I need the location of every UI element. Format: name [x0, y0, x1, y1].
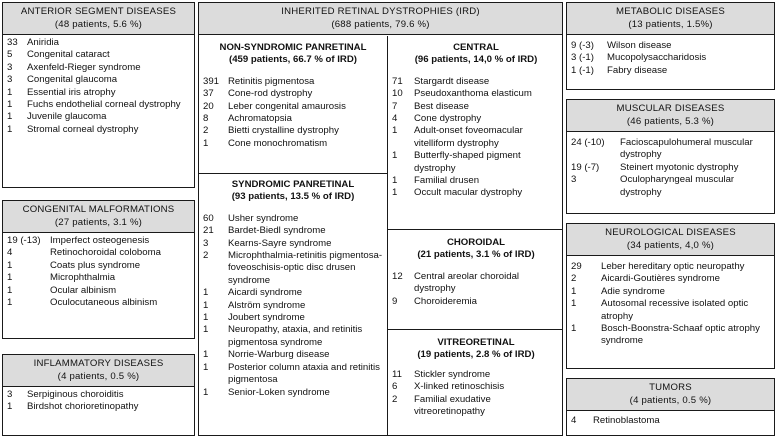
patient-count: 1	[203, 361, 209, 373]
disease-name: Imperfect osteogenesis	[50, 235, 150, 246]
list-item	[7, 74, 190, 86]
list-item	[571, 286, 770, 298]
disease-name: Norrie-Warburg disease	[228, 349, 330, 361]
disease-name: Fuchs endothelial corneal dystrophy	[27, 99, 181, 111]
list-item	[203, 287, 383, 299]
patient-count: 7	[392, 100, 398, 112]
disease-name: Essential iris atrophy	[27, 86, 116, 98]
list-item	[571, 65, 770, 77]
patient-count: 1	[7, 401, 13, 413]
list-item	[203, 349, 383, 361]
disease-name: Steinert myotonic dystrophy	[620, 161, 739, 173]
list-item	[7, 272, 190, 284]
ird-count: (688 patients, 79.6 %)	[331, 18, 430, 30]
disease-name: Facioscapulohumeral muscular dystrophy	[620, 137, 753, 161]
patient-count: 4	[7, 247, 13, 259]
patient-count: 1	[203, 324, 209, 336]
list-item	[203, 238, 383, 250]
disease-name: Aicardi syndrome	[228, 287, 303, 299]
patient-count: 37	[203, 88, 214, 100]
disease-name: Familial drusen	[414, 175, 480, 187]
disease-name: Axenfeld-Rieger syndrome	[27, 61, 141, 73]
disease-name: Microphthalmia	[50, 272, 116, 284]
syndromic-header	[199, 174, 387, 204]
patient-count: 1	[392, 187, 398, 199]
patient-count: 1	[7, 259, 13, 271]
disease-name: Stickler syndrome	[414, 368, 491, 380]
nonsyndromic-list	[199, 67, 387, 150]
nonsyndromic-header	[199, 36, 387, 67]
tumors-box	[566, 378, 775, 436]
patient-count: 1	[7, 99, 13, 111]
anterior-segment-title: ANTERIOR SEGMENT DISEASES	[20, 6, 177, 17]
list-item	[203, 213, 383, 225]
anterior-segment-count: (48 patients, 5.6 %)	[54, 18, 143, 30]
neurological-list	[567, 256, 774, 348]
disease-name: Autosomal recessive isolated optic atrophy	[601, 298, 749, 322]
list-item	[571, 174, 770, 199]
list-item	[392, 369, 560, 381]
patient-count: 1	[203, 312, 209, 324]
patient-count: 391	[203, 75, 220, 87]
disease-name: Cone dystrophy	[414, 113, 482, 125]
patient-count: 2	[571, 273, 577, 285]
patient-count: 3	[7, 61, 13, 73]
patient-count: 11	[392, 368, 402, 380]
choroidal-header	[388, 230, 563, 262]
patient-count: 33	[7, 37, 18, 48]
disease-name: Bietti crystalline dystrophy	[228, 125, 339, 137]
patient-count: 8	[203, 113, 209, 125]
metabolic-list	[567, 35, 774, 77]
disease-name: Congenital glaucoma	[27, 74, 118, 86]
list-item	[392, 394, 560, 419]
patient-count: 1 (-1)	[571, 64, 594, 76]
patient-count: 1	[571, 323, 577, 335]
list-item	[392, 381, 560, 393]
disease-name: Bardet-Biedl syndrome	[228, 225, 326, 237]
patient-count: 1	[203, 137, 209, 149]
patient-count: 4	[392, 113, 398, 125]
anterior-segment-header	[3, 3, 194, 35]
disease-name: Retinoblastoma	[593, 415, 660, 426]
disease-name: Serpiginous choroiditis	[27, 389, 124, 400]
list-item	[7, 62, 190, 74]
patient-count: 19 (-7)	[571, 161, 600, 173]
patient-count: 1	[7, 297, 13, 309]
vitreoretinal-count: (19 patients, 2.8 % of IRD)	[417, 349, 535, 361]
list-item	[571, 162, 770, 174]
list-item	[7, 37, 190, 49]
disease-name: Central areolar choroidal dystrophy	[414, 270, 520, 295]
patient-count: 5	[7, 49, 13, 61]
neurological-box	[566, 223, 775, 369]
patient-count: 3	[571, 174, 577, 186]
list-item	[203, 312, 383, 324]
tumors-count: (4 patients, 0.5 %)	[629, 394, 712, 406]
list-item	[7, 297, 190, 309]
central-title: CENTRAL	[453, 42, 499, 53]
syndromic-title: SYNDROMIC PANRETINAL	[231, 179, 355, 190]
tumors-list	[567, 411, 774, 427]
patient-count: 1	[7, 86, 13, 98]
disease-name: Oculocutaneous albinism	[50, 297, 158, 309]
muscular-box	[566, 99, 775, 214]
inflammatory-count: (4 patients, 0.5 %)	[57, 370, 140, 382]
disease-name: Choroideremia	[414, 295, 477, 307]
patient-count: 10	[392, 88, 403, 100]
list-item	[203, 362, 383, 387]
choroidal-title: CHOROIDAL	[446, 237, 506, 248]
list-item	[392, 125, 560, 150]
list-item	[203, 101, 383, 113]
tumors-header	[567, 379, 774, 411]
list-item	[7, 235, 190, 247]
central-count: (96 patients, 14,0 % of IRD)	[414, 54, 538, 66]
disease-name: Adie syndrome	[601, 285, 665, 297]
patient-count: 2	[203, 250, 209, 262]
syndromic-list	[199, 204, 387, 399]
list-item	[203, 125, 383, 137]
disease-name: Adult-onset foveomacular vitelliform dystrophy	[414, 125, 523, 149]
list-item	[392, 296, 560, 308]
patient-count: 1	[7, 111, 13, 123]
disease-name: Bosch-Boonstra-Schaaf optic atrophy syndrome	[601, 323, 760, 347]
patient-count: 1	[203, 386, 209, 398]
metabolic-box	[566, 2, 775, 90]
patient-count: 19 (-13)	[7, 235, 41, 246]
metabolic-title: METABOLIC DISEASES	[616, 6, 725, 17]
list-item	[7, 285, 190, 297]
patient-count: 3	[7, 389, 13, 400]
vitreoretinal-title: VITREORETINAL	[437, 337, 515, 348]
disease-name: Mucopolysaccharidosis	[607, 52, 707, 64]
choroidal-list	[388, 262, 563, 308]
disease-name: Retinochoroidal coloboma	[50, 247, 161, 259]
patient-count: 60	[203, 212, 214, 224]
disease-name: Alström syndrome	[228, 299, 306, 311]
metabolic-count: (13 patients, 1.5%)	[628, 18, 713, 30]
muscular-count: (46 patients, 5.3 %)	[626, 115, 715, 127]
disease-name: Aniridia	[27, 37, 59, 48]
list-item	[203, 300, 383, 312]
list-item	[203, 225, 383, 237]
patient-count: 12	[392, 270, 403, 282]
list-item	[7, 247, 190, 259]
patient-count: 24 (-10)	[571, 137, 605, 148]
disease-name: Congenital cataract	[27, 49, 110, 61]
nonsyndromic-count: (459 patients, 66.7 % of IRD)	[229, 54, 357, 66]
inflammatory-list	[3, 387, 194, 414]
patient-count: 1	[392, 150, 398, 162]
list-item	[7, 124, 190, 136]
anterior-segment-box	[2, 2, 195, 188]
list-item	[392, 101, 560, 113]
list-item	[203, 138, 383, 150]
disease-name: Pseudoxanthoma elasticum	[414, 88, 532, 100]
list-item	[7, 111, 190, 123]
patient-count: 1	[571, 298, 577, 310]
neurological-count: (34 patients, 4,0 %)	[626, 239, 715, 251]
patient-count: 1	[392, 175, 398, 187]
congenital-malformations-box	[2, 200, 195, 339]
disease-name: Posterior column ataxia and retinitis pigmentosa	[228, 361, 380, 386]
disease-name: Occult macular dystrophy	[414, 187, 523, 199]
disease-name: Stargardt disease	[414, 75, 490, 87]
patient-count: 1	[203, 299, 209, 311]
disease-name: Ocular albinism	[50, 284, 117, 296]
list-item	[571, 415, 770, 427]
patient-count: 4	[571, 415, 577, 426]
disease-name: Achromatopsia	[228, 113, 292, 125]
disease-name: Butterfly-shaped pigment dystrophy	[414, 150, 521, 174]
neurological-header	[567, 224, 774, 256]
list-item	[571, 40, 770, 52]
list-item	[392, 113, 560, 125]
patient-count: 1	[7, 284, 13, 296]
patient-count: 3 (-1)	[571, 52, 594, 64]
patient-count: 3	[203, 237, 209, 249]
disease-name: Joubert syndrome	[228, 312, 305, 324]
disease-name: Cone monochromatism	[228, 137, 328, 149]
neurological-title: NEUROLOGICAL DISEASES	[605, 227, 736, 238]
disease-name: Leber congenital amaurosis	[228, 100, 346, 112]
patient-count: 9 (-3)	[571, 40, 594, 51]
choroidal-section	[388, 230, 563, 308]
list-item	[203, 324, 383, 349]
list-item	[7, 87, 190, 99]
congenital-malformations-count: (27 patients, 3.1 %)	[54, 216, 143, 228]
disease-name: Birdshot chorioretinopathy	[27, 401, 139, 413]
patient-count: 6	[392, 381, 398, 393]
disease-name: Wilson disease	[607, 40, 672, 51]
syndromic-count: (93 patients, 13.5 % of IRD)	[231, 191, 355, 203]
vitreoretinal-section	[388, 330, 563, 418]
disease-name: Microphthalmia-retinitis pigmentosa-foveoschisis-optic disc drusen syndrome	[228, 250, 383, 286]
patient-count: 71	[392, 75, 403, 87]
list-item	[7, 49, 190, 61]
disease-name: Usher syndrome	[228, 212, 299, 224]
patient-count: 1	[392, 125, 398, 137]
inflammatory-header	[3, 355, 194, 387]
list-item	[7, 401, 190, 413]
disease-name: Juvenile glaucoma	[27, 111, 107, 123]
choroidal-count: (21 patients, 3.1 % of IRD)	[417, 249, 535, 261]
ird-header	[199, 3, 562, 35]
list-item	[7, 260, 190, 272]
patient-count: 20	[203, 100, 214, 112]
list-item	[392, 150, 560, 175]
disease-name: Oculopharyngeal muscular dystrophy	[620, 174, 735, 198]
list-item	[571, 52, 770, 64]
list-item	[203, 113, 383, 125]
disease-name: Coats plus syndrome	[50, 259, 141, 271]
central-header	[388, 36, 563, 67]
congenital-malformations-header	[3, 201, 194, 233]
disease-name: Kearns-Sayre syndrome	[228, 237, 332, 249]
patient-count: 1	[203, 287, 209, 299]
disease-name: Aicardi-Goutières syndrome	[601, 273, 720, 285]
disease-name: Best disease	[414, 100, 469, 112]
disease-name: Familial exudative vitreoretinopathy	[414, 393, 491, 418]
congenital-malformations-list	[3, 233, 194, 309]
tumors-title: TUMORS	[649, 382, 692, 393]
syndromic-section	[199, 174, 387, 399]
list-item	[203, 76, 383, 88]
disease-name: Neuropathy, ataxia, and retinitis pigmentosa syndrome	[228, 324, 363, 348]
disease-name: Fabry disease	[607, 64, 668, 76]
patient-count: 1	[571, 285, 577, 297]
list-item	[392, 175, 560, 187]
disease-name: X-linked retinoschisis	[414, 381, 505, 393]
ird-title: INHERITED RETINAL DYSTROPHIES (IRD)	[281, 6, 480, 17]
disease-name: Stromal corneal dystrophy	[27, 123, 139, 135]
list-item	[203, 88, 383, 100]
patient-count: 9	[392, 295, 398, 307]
list-item	[571, 137, 770, 162]
list-item	[571, 298, 770, 323]
disease-name: Senior-Loken syndrome	[228, 386, 330, 398]
disease-name: Retinitis pigmentosa	[228, 75, 315, 87]
muscular-list	[567, 132, 774, 199]
list-item	[392, 187, 560, 199]
patient-count: 3	[7, 74, 13, 86]
inflammatory-title: INFLAMMATORY DISEASES	[33, 358, 164, 369]
vitreoretinal-header	[388, 330, 563, 362]
patient-count: 2	[203, 125, 209, 137]
nonsyndromic-section	[199, 36, 387, 150]
muscular-header	[567, 100, 774, 132]
patient-count: 21	[203, 225, 214, 237]
list-item	[7, 99, 190, 111]
list-item	[392, 88, 560, 100]
inflammatory-box	[2, 354, 195, 436]
list-item	[203, 250, 383, 287]
congenital-malformations-title: CONGENITAL MALFORMATIONS	[22, 204, 175, 215]
patient-count: 2	[392, 393, 398, 405]
list-item	[392, 76, 560, 88]
muscular-title: MUSCULAR DISEASES	[616, 103, 725, 114]
disease-name: Leber hereditary optic neuropathy	[601, 261, 745, 272]
central-section	[388, 36, 563, 200]
patient-count: 1	[7, 272, 13, 284]
patient-count: 1	[203, 349, 209, 361]
list-item	[571, 323, 770, 348]
disease-name: Cone-rod dystrophy	[228, 88, 313, 100]
patient-count: 1	[7, 123, 13, 135]
list-item	[392, 271, 560, 296]
vitreoretinal-list	[388, 362, 563, 419]
ird-box	[198, 2, 563, 436]
list-item	[203, 387, 383, 399]
list-item	[571, 261, 770, 273]
list-item	[571, 273, 770, 285]
patient-count: 29	[571, 261, 582, 272]
metabolic-header	[567, 3, 774, 35]
list-item	[7, 389, 190, 401]
nonsyndromic-title: NON-SYNDROMIC PANRETINAL	[219, 42, 367, 53]
anterior-segment-list	[3, 35, 194, 136]
central-list	[388, 67, 563, 200]
